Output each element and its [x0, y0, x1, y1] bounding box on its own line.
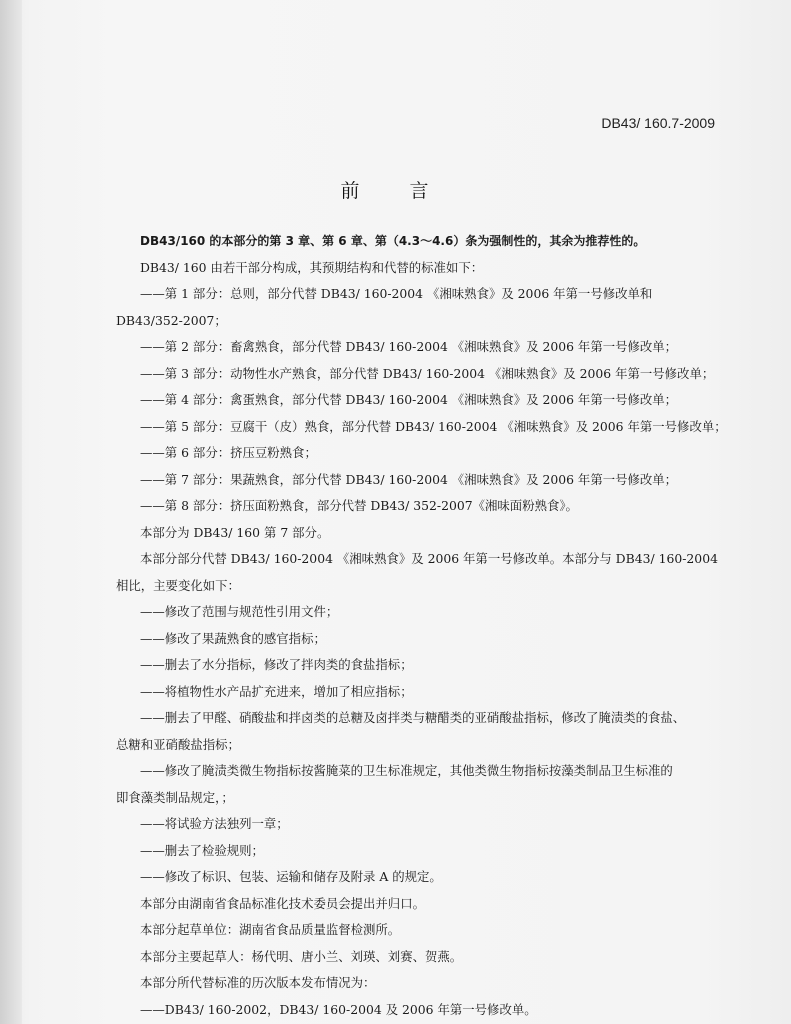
- history-intro: 本部分所代替标准的历次版本发布情况为：: [140, 975, 376, 990]
- foreword-body: [116, 228, 727, 1023]
- part-4-line: ——第 4 部分：禽蛋熟食，部分代替 DB43/ 160-2004 《湘味熟食》及 2006 年第一号修改单；: [140, 392, 678, 407]
- change-item-continuation: 即食藻类制品规定，；: [116, 789, 234, 805]
- replacement-statement: 本部分部分代替 DB43/ 160-2004 《湘味熟食》及 2006 年第一号修改单。本部分与 DB43/ 160-2004: [140, 551, 718, 566]
- part-1-continuation: DB43/352-2007；: [116, 312, 227, 328]
- drafters-statement: 本部分主要起草人：杨代明、唐小兰、刘瑛、刘赛、贺燕。: [140, 948, 463, 964]
- change-item: ——修改了腌渍类微生物指标按酱腌菜的卫生标准规定，其他类微生物指标按藻类制品卫生标准的: [140, 763, 673, 778]
- document-number: DB43/ 160.7-2009: [601, 115, 715, 131]
- part-2-line: ——第 2 部分：畜禽熟食，部分代替 DB43/ 160-2004 《湘味熟食》及 2006 年第一号修改单；: [140, 339, 678, 354]
- change-item: ——删去了检验规则；: [140, 842, 264, 858]
- part-5-line: ——第 5 部分：豆腐干（皮）熟食，部分代替 DB43/ 160-2004 《湘味熟食》及 2006 年第一号修改单；: [140, 418, 727, 434]
- part-7-line: ——第 7 部分：果蔬熟食，部分代替 DB43/ 160-2004 《湘味熟食》及 2006 年第一号修改单；: [140, 471, 678, 487]
- change-item: ——修改了果蔬熟食的感官指标；: [140, 630, 326, 646]
- change-item: ——修改了范围与规范性引用文件；: [140, 604, 339, 619]
- change-item: ——删去了水分指标，修改了拌肉类的食盐指标；: [140, 657, 413, 672]
- change-item: ——将试验方法独列一章；: [140, 816, 289, 831]
- proposer-statement: 本部分由湖南省食品标准化技术委员会提出并归口。: [140, 895, 425, 911]
- change-item-continuation: 总糖和亚硝酸盐指标；: [116, 736, 240, 752]
- section-title: 前 言: [340, 180, 451, 202]
- change-item: ——删去了甲醛、硝酸盐和拌卤类的总糖及卤拌类与糖醋类的亚硝酸盐指标，修改了腌渍类的食盐、: [140, 710, 686, 725]
- history-item: ——DB43/ 160-2002，DB43/ 160-2004 及 2006 年第一号修改单。: [140, 1001, 537, 1017]
- replacement-continuation: 相比，主要变化如下：: [116, 577, 240, 593]
- part-8-line: ——第 8 部分：挤压面粉熟食，部分代替 DB43/ 352-2007《湘味面粉熟食》。: [140, 498, 578, 513]
- part-1-line: ——第 1 部分：总则，部分代替 DB43/ 160-2004 《湘味熟食》及 2006 年第一号修改单和: [140, 286, 653, 301]
- binding-edge: [0, 0, 22, 1024]
- part-6-line: ——第 6 部分：挤压豆粉熟食；: [140, 445, 317, 460]
- drafting-unit-statement: 本部分起草单位：湖南省食品质量监督检测所。: [140, 922, 401, 937]
- part-3-line: ——第 3 部分：动物性水产熟食，部分代替 DB43/ 160-2004 《湘味熟食》及 2006 年第一号修改单；: [140, 365, 715, 381]
- change-item: ——修改了标识、包装、运输和储存及附录 A 的规定。: [140, 869, 442, 884]
- change-item: ——将植物性水产品扩充进来，增加了相应指标；: [140, 683, 413, 699]
- this-part-statement: 本部分为 DB43/ 160 第 7 部分。: [140, 524, 330, 540]
- mandatory-clause-statement: DB43/160 的本部分的第 3 章、第 6 章、第（4.3～4.6）条为强制性的，其余为推荐性的。: [140, 234, 646, 248]
- structure-intro: DB43/ 160 由若干部分构成，其预期结构和代替的标准如下：: [140, 259, 484, 275]
